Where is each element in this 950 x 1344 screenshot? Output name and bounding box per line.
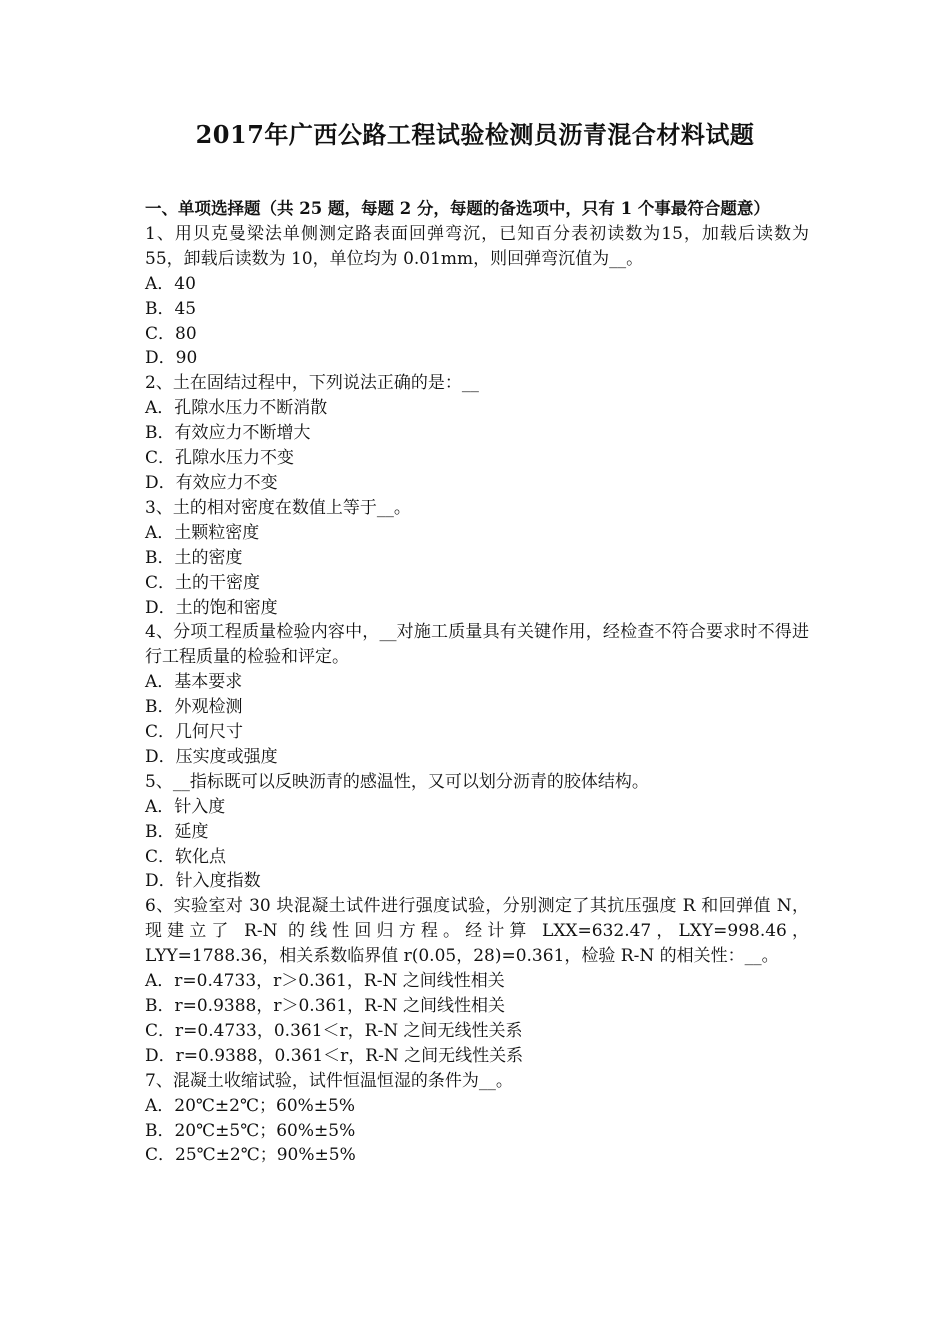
question-6-option-c: C．r=0.4733，0.361＜r，R-N 之间无线性关系 bbox=[145, 1020, 523, 1041]
question-1-stem: 1、用贝克曼梁法单侧测定路表面回弹弯沉，已知百分表初读数为15，加载后读数为 55，卸载后读数为 10，单位均为 0.01mm，则回弹弯沉值为__。 bbox=[145, 223, 809, 269]
question-3-option-d: D．土的饱和密度 bbox=[145, 597, 278, 618]
question-5-stem: 5、__指标既可以反映沥青的感温性，又可以划分沥青的胶体结构。 bbox=[145, 771, 649, 792]
question-3-option-b: B．土的密度 bbox=[145, 547, 243, 568]
document-title: 2017年广西公路工程试验检测员沥青混合材料试题 bbox=[195, 120, 755, 149]
question-section bbox=[145, 197, 809, 1168]
question-2-option-c: C．孔隙水压力不变 bbox=[145, 448, 295, 469]
question-4-stem: 4、分项工程质量检验内容中，__对施工质量具有关键作用，经检查不符合要求时不得进行工程质量的检验和评定。 bbox=[145, 622, 809, 668]
question-1-option-b: B．45 bbox=[145, 298, 197, 319]
question-4-option-a: A．基本要求 bbox=[145, 672, 243, 693]
question-7-option-c: C．25℃±2℃；90%±5% bbox=[145, 1145, 356, 1166]
question-2-stem: 2、土在固结过程中，下列说法正确的是：__ bbox=[145, 373, 479, 394]
question-6-option-b: B．r=0.9388，r＞0.361，R-N 之间线性相关 bbox=[145, 996, 505, 1016]
question-5-option-c: C．软化点 bbox=[145, 846, 227, 867]
question-4-option-d: D．压实度或强度 bbox=[145, 746, 278, 767]
question-5-option-a: A．针入度 bbox=[145, 796, 226, 817]
question-7-stem: 7、混凝土收缩试验，试件恒温恒湿的条件为__。 bbox=[145, 1070, 513, 1091]
question-4-option-b: B．外观检测 bbox=[145, 697, 243, 718]
question-3-option-c: C．土的干密度 bbox=[145, 572, 261, 593]
question-3-option-a: A．土颗粒密度 bbox=[145, 522, 260, 543]
question-5-option-d: D．针入度指数 bbox=[145, 871, 261, 892]
question-3-stem: 3、土的相对密度在数值上等于__。 bbox=[145, 497, 411, 518]
question-5-option-b: B．延度 bbox=[145, 821, 209, 842]
question-1-option-d: D．90 bbox=[145, 348, 198, 369]
question-1-option-a: A．40 bbox=[145, 273, 196, 294]
question-2-option-b: B．有效应力不断增大 bbox=[145, 423, 311, 444]
question-2-option-d: D．有效应力不变 bbox=[145, 472, 278, 493]
question-6-option-d: D．r=0.9388，0.361＜r，R-N 之间无线性关系 bbox=[145, 1045, 524, 1066]
question-2-option-a: A．孔隙水压力不断消散 bbox=[145, 398, 328, 419]
question-1-option-c: C．80 bbox=[145, 323, 197, 344]
question-7-option-a: A．20℃±2℃；60%±5% bbox=[145, 1095, 356, 1116]
question-6-stem: 6、实验室对 30 块混凝土试件进行强度试验，分别测定了其抗压强度 R 和回弹值 N，现建立了 R-N 的线性回归方程。经计算 LXX=632.47，LXY=998.46，LYY=1788.36，相关系数临界值 r(0.05，28)=0.361，检验 R-N 的相关性：__。 bbox=[145, 896, 809, 967]
section-header: 一、单项选择题（共 25 题，每题 2 分，每题的备选项中，只有 1 个事最符合题意） bbox=[145, 199, 770, 218]
question-6-option-a: A．r=0.4733，r＞0.361，R-N 之间线性相关 bbox=[145, 971, 505, 992]
question-7-option-b: B．20℃±5℃；60%±5% bbox=[145, 1120, 356, 1141]
question-4-option-c: C．几何尺寸 bbox=[145, 722, 244, 743]
